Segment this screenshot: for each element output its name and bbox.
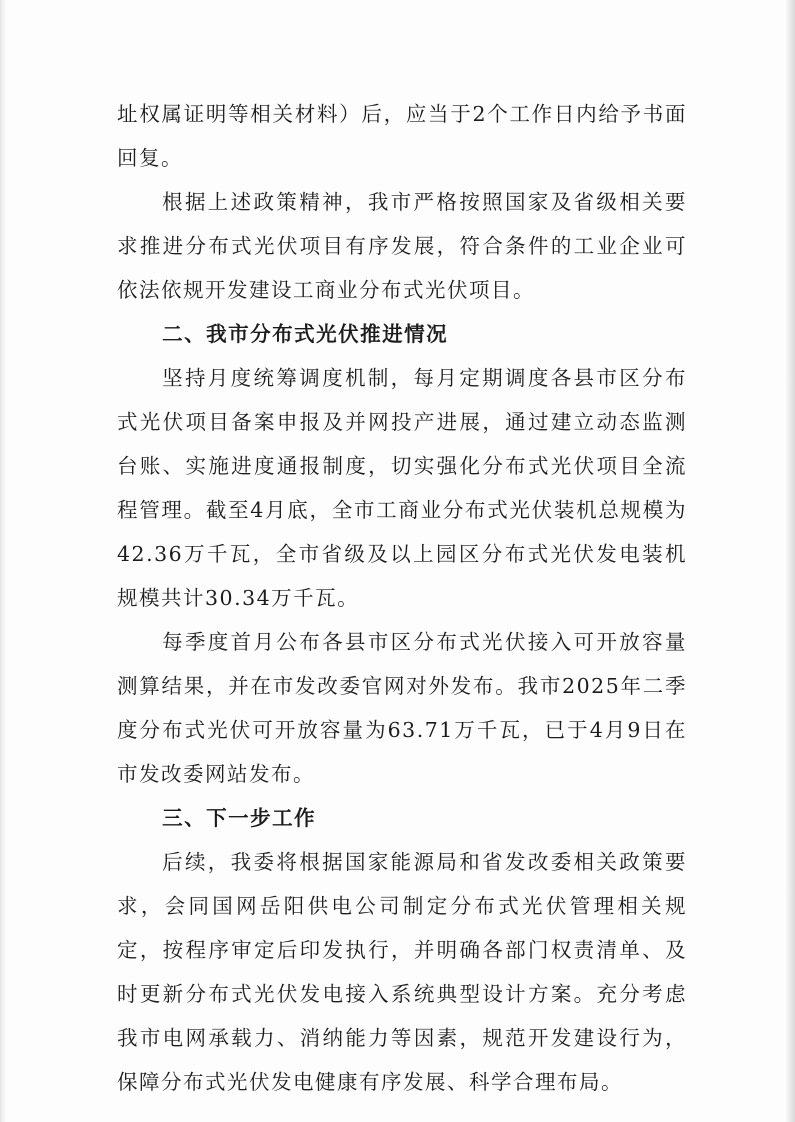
paragraph-continuation: 址权属证明等相关材料）后，应当于2个工作日内给予书面回复。 <box>117 102 687 170</box>
heading-section-3: 三、下一步工作 <box>162 806 317 830</box>
paragraph-capacity: 每季度首月公布各县市区分布式光伏接入可开放容量测算结果，并在市发改委官网对外发布。我市2025年二季度分布式光伏可开放容量为63.71万千瓦，已于4月9日在市发改委网站发布。 <box>117 630 687 786</box>
heading-section-2: 二、我市分布式光伏推进情况 <box>162 322 449 346</box>
scan-edge-right <box>785 0 795 1122</box>
paragraph-policy: 根据上述政策精神，我市严格按照国家及省级相关要求推进分布式光伏项目有序发展，符合条件的工业企业可依法依规开发建设工商业分布式光伏项目。 <box>117 190 687 302</box>
paragraph-progress: 坚持月度统筹调度机制，每月定期调度各县市区分布式光伏项目备案申报及并网投产进展，通过建立动态监测台账、实施进度通报制度，切实强化分布式光伏项目全流程管理。截至4月底，全市工商业分布式光伏装机总规模为42.36万千瓦，全市省级及以上园区分布式光伏发电装机规模共计30.34万千瓦。 <box>117 366 687 610</box>
scan-edge-left <box>0 0 6 1122</box>
paragraph-next-steps: 后续，我委将根据国家能源局和省发改委相关政策要求，会同国网岳阳供电公司制定分布式光伏管理相关规定，按程序审定后印发执行，并明确各部门权责清单、及时更新分布式光伏发电接入系统典型设计方案。充分考虑我市电网承载力、消纳能力等因素，规范开发建设行为，保障分布式光伏发电健康有序发展、科学合理布局。 <box>117 850 687 1094</box>
document-body <box>117 92 687 1104</box>
